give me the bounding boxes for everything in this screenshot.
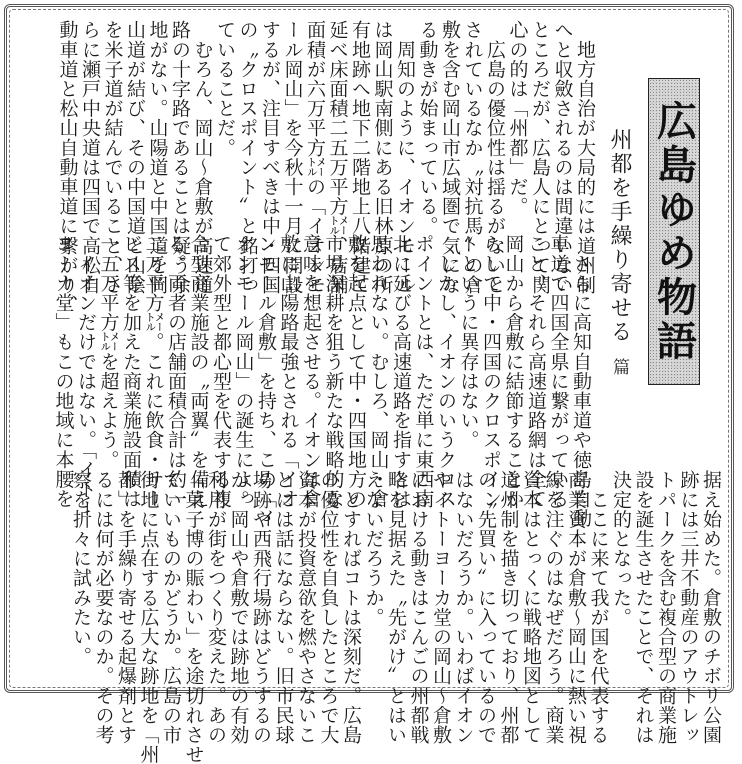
text-column: イオンだけではない。「イトー	[75, 234, 97, 519]
text-column: オンモール岡山」の誕生によっ	[232, 234, 255, 509]
text-column: 一五万平方㍍を超えよう。	[97, 234, 120, 470]
text-column: されているなか〝対抗馬〟の倉	[461, 20, 484, 295]
text-column: の優位性を自負したところで大	[317, 470, 340, 745]
text-column: 場跡や西飛行場跡はどうするの	[250, 470, 272, 745]
text-column: 車道で四国全県に繋がっている	[547, 234, 570, 509]
text-column: 略を見据えた〝先がけ〟とはい	[385, 470, 407, 745]
text-column: 据え始めた。倉敷のチボリ公園	[700, 470, 722, 745]
text-column: ここに来て我が国を代表する	[587, 470, 610, 745]
text-column: 設を誕生させたことで、それは	[632, 470, 655, 745]
text-column: 都」を手繰り寄せる起爆剤とす	[115, 470, 137, 745]
text-column: 有地跡へ地下二階地上八階建て	[349, 20, 371, 295]
text-column: 周知のように、イオンモール	[394, 20, 416, 295]
subtitle-text: 州都を手繰り寄せる	[607, 128, 632, 344]
text-column: ビス等を加えた商業施設面積は	[120, 234, 142, 509]
text-column: 「菓子博の賑わい」を途切れさせ	[182, 470, 205, 764]
text-column: へと収斂されるのは間違いない	[551, 20, 574, 295]
text-column: トというに異存はない。	[457, 234, 480, 450]
text-column: を米子道が結んでいること、さ	[101, 20, 124, 295]
text-column: 合型商業施設の〝両翼〟を備え	[187, 234, 210, 509]
text-column: トパークを含む複合型の商業施	[655, 470, 677, 745]
article-bottom-tier	[70, 470, 723, 764]
text-column: 広島の優位性は揺るがないと	[484, 20, 506, 295]
text-column: 線を注ぐのはなぜだろう。商業	[542, 470, 565, 745]
text-column: しかし、イオンのいうクロス	[435, 234, 457, 509]
text-column: むろん、岡山～倉敷が高速道	[191, 20, 214, 295]
text-column: 地がない。山陽道と中国道を岡	[146, 20, 169, 295]
text-column: するが、注目すべきは中・四国	[259, 20, 281, 295]
text-column: とには話にならない。旧市民球	[272, 470, 295, 745]
text-column: 敷を起点として中・四国地方の	[345, 234, 367, 509]
text-column: やイトーヨーカ堂の岡山～倉敷	[430, 470, 452, 745]
text-column: 心の的は「州都」だ。	[506, 20, 529, 216]
text-column: ていいものかどうか。広島の市	[160, 470, 182, 745]
text-column: 察を折々に試みたい。	[70, 470, 92, 666]
text-column: 動車道と松山自動車道に繋がり、	[56, 20, 79, 314]
text-column: 延べ床面積二五万平方㍍、店舗	[326, 20, 349, 295]
text-column: ール岡山」を今秋十一月に開設	[281, 20, 304, 295]
text-column: 路の十字路であることは疑う余	[169, 20, 191, 295]
article-subtitle	[604, 128, 635, 377]
text-column: えないだろうか。	[362, 470, 385, 627]
series-title: 広島ゆめ物語	[650, 99, 698, 364]
text-column: の〝先買い〟に入っているので	[475, 470, 497, 745]
text-column: における動きはこんごの州都戦	[407, 470, 430, 745]
text-column: ヨーカ堂」もこの地域に本腰を	[52, 234, 75, 509]
text-column: る。両者の店舗面積合計は約一	[165, 234, 187, 509]
text-column: 北に延びる高速道路を指すとは	[390, 234, 412, 509]
text-column: さらに高知自動車道や徳島自動	[570, 234, 592, 528]
text-column: ところだが、広島人にとって関	[529, 20, 551, 295]
text-column: の〝クロスポイント〟と銘打っ	[236, 20, 259, 295]
text-column: ポイントとは、ただ単に東西南	[412, 234, 435, 509]
article-middle-tier	[52, 234, 592, 528]
text-column: らして中・四国のクロスポイン	[480, 234, 502, 509]
text-column: 二万平方㍍。これに飲食・サー	[142, 234, 165, 509]
text-column: 資本が投資意欲を燃やさないこ	[295, 470, 317, 745]
text-column: 意味を想起させる。イオンは倉	[300, 234, 322, 509]
text-column: 跡には三井不動産のアウトレッ	[677, 470, 700, 745]
article-top-tier	[56, 20, 596, 314]
text-column: 市場深耕を狙う新たな戦略的な	[322, 234, 345, 509]
text-column: 決定的となった。	[610, 470, 632, 627]
text-column: 岡山から倉敷に結節することか	[502, 234, 525, 509]
text-column: 山道が結び、その中国道と山陰	[124, 20, 146, 295]
text-column: こと、それら高速道路網は全て	[525, 234, 547, 509]
subtitle-suffix: 篇	[609, 358, 629, 377]
text-column: 商業資本が倉敷～岡山に熱い視	[565, 470, 587, 745]
text-column: はないだろうか。いわばイオン	[452, 470, 475, 745]
text-column: 面積が六万平方㍍の「イオンモ	[304, 20, 326, 295]
text-column: 資本はとっくに戦略地図として	[520, 470, 542, 745]
text-column: は岡山駅南側にある旧林原の所	[371, 20, 394, 295]
text-column: る動きが始まっている。	[416, 20, 439, 236]
text-column: て郊外型と都心型を代表する複	[210, 234, 232, 509]
series-title-box	[648, 78, 700, 385]
text-column: 思われない。むしろ、岡山・倉	[367, 234, 390, 509]
text-column: 地方自治が大局的には道州制	[574, 20, 596, 295]
text-column: ンモール倉敷」を持ち、この「イ	[255, 234, 277, 528]
text-column: か。岡山や倉敷では跡地の有効	[227, 470, 250, 745]
text-column: とすればコトは深刻だ。広島	[340, 470, 362, 745]
text-column: 敷を含む岡山市広域圏で気にな	[439, 20, 461, 295]
text-column: ていることだ。	[214, 20, 236, 158]
text-column: 街地に点在する広大な跡地を「州	[137, 470, 160, 764]
text-column: 利用が街をつくり変えた。あの	[205, 470, 227, 745]
text-column: 敷に山陽路最強とされる「イオ	[277, 234, 300, 509]
text-column: 道州制を描き切っており、州都	[497, 470, 520, 745]
text-column: るには何が必要なのか。その考	[92, 470, 115, 745]
text-column: らに瀬戸中央道は四国で高松自	[79, 20, 101, 295]
